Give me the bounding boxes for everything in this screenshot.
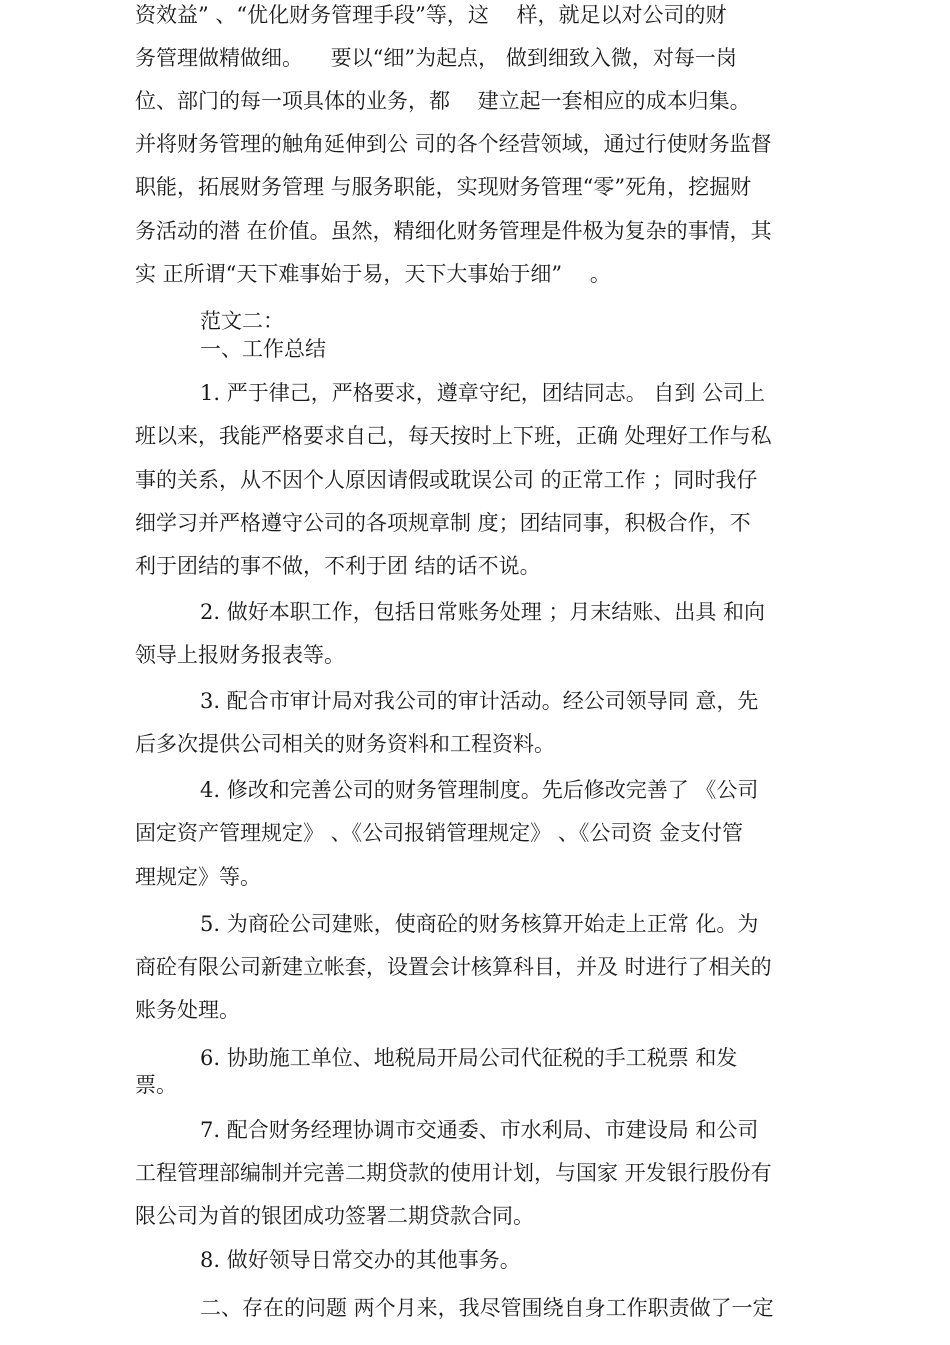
text-line: 后多次提供公司相关的财务资料和工程资料。 [135,732,555,756]
list-item: 2. 做好本职工作，包括日常账务处理 ；月末结账、出具 和向 [200,600,766,624]
text-line: 限公司为首的银团成功签署二期贷款合同。 [135,1204,534,1228]
list-item: 3. 配合市审计局对我公司的审计活动。经公司领导同 意，先 [200,689,759,713]
list-item: 1. 严于律己，严格要求，遵章守纪，团结同志。 自到 公司上 [200,381,766,405]
text-line: 利于团结的事不做，不利于团 结的话不说。 [135,554,541,578]
text-line: 务活动的潜 在价值。虽然，精细化财务管理是件极为复杂的事情，其 [135,219,772,243]
text-line: 班以来，我能严格要求自己，每天按时上下班，正确 处理好工作与私 [135,424,772,448]
text-line: 工程管理部编制并完善二期贷款的使用计划，与国家 开发银行股份有 [135,1161,772,1185]
text-line: 资效益” 、“优化财务管理手段”等，这 样，就足以对公司的财 [135,3,727,27]
text-line: 务管理做精做细。 要以“细”为起点， 做到细致入微，对每一岗 [135,46,737,70]
text-line: 职能，拓展财务管理 与服务职能，实现财务管理“零”死角，挖掘财 [135,175,752,199]
list-item: 7. 配合财务经理协调市交通委、市水利局、市建设局 和公司 [200,1118,759,1142]
list-item: 8. 做好领导日常交办的其他事务。 [200,1248,521,1272]
text-line: 位、部门的每一项具体的业务，都 建立起一套相应的成本归集。 [135,89,751,113]
text-line: 并将财务管理的触角延伸到公 司的各个经营领域，通过行使财务监督 [135,132,772,156]
text-line: 细学习并严格遵守公司的各项规章制 度；团结同事，积极合作，不 [135,511,751,535]
list-item: 6. 协助施工单位、地税局开局公司代征税的手工税票 和发 [200,1046,738,1070]
text-line: 商砼有限公司新建立帐套，设置会计核算科目，并及 时进行了相关的 [135,955,772,979]
text-line: 领导上报财务报表等。 [135,643,345,667]
list-item: 4. 修改和完善公司的财务管理制度。先后修改完善了 《公司 [200,778,759,802]
list-item: 5. 为商砼公司建账，使商砼的财务核算开始走上正常 化。为 [200,912,759,936]
section-heading: 二、存在的问题 两个月来，我尽管围绕自身工作职责做了一定 [200,1296,774,1320]
text-line: 账务处理。 [135,998,240,1022]
section-heading: 一、工作总结 [200,337,326,361]
text-line: 固定资产管理规定》 、《公司报销管理规定》 、《公司资 金支付管 [135,821,744,845]
text-line: 实 正所谓“天下难事始于易，天下大事始于细” 。 [135,262,611,286]
section-heading: 范文二： [200,309,284,333]
text-line: 票。 [135,1073,177,1097]
text-line: 理规定》等。 [135,865,261,889]
text-line: 事的关系，从不因个人原因请假或耽误公司 的正常工作 ；同时我仔 [135,468,758,492]
